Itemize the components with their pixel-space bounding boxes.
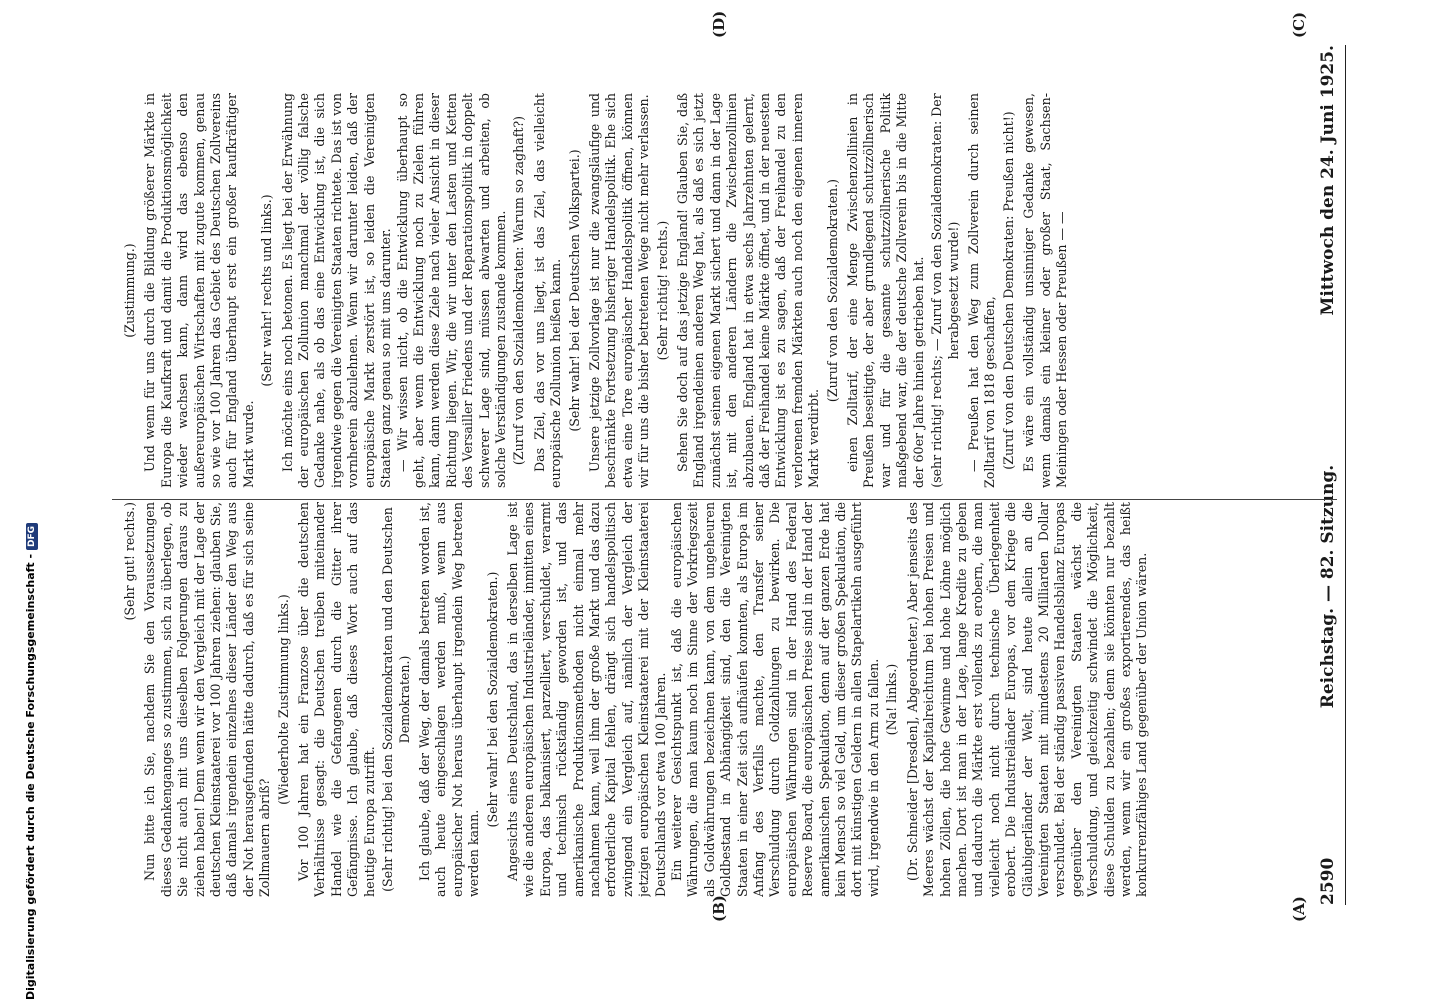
paragraph: Angesichts eines Deutschland, das in derselben Lage ist wie die anderen europäischen Industrieländer, inmitten eines Europa, das balkanisiert, parzelliert, verschuldet, verarmt und technisch rückständig geworden ist, und das amerikanische Produktionsmethoden nicht einmal mehr nachahmen kann, weil ihm der große Markt und das dazu erforderliche Kapital fehlen, drängt sich handelspolitisch zwingend ein Vergleich auf, nämlich der Vergleich der jetzigen europäischen Kleinstaaterei mit der Kleinstaaterei Deutschlands vor etwa 100 Jahren. xyxy=(504,502,668,897)
margin-mark-d: (D) xyxy=(710,10,728,38)
right-text-column xyxy=(120,93,1310,488)
interjection: (Zustimmung.) xyxy=(122,243,137,338)
margin-mark-c: (C) xyxy=(1290,11,1308,38)
header-rule xyxy=(1345,45,1346,905)
header-date: Mittwoch den 24. Juni 1925. xyxy=(1318,45,1338,316)
page-number: 2590 xyxy=(1318,857,1338,905)
interjection: (Wiederholte Zustimmung links.) xyxy=(275,594,291,805)
paragraph: Ein weiterer Gesichtspunkt ist, daß die europäischen Währungen, die man kaum noch im Sinne der Vorkriegszeit als Goldwährungen bezeichnen kann, von dem ungeheuren Goldbestand in Abhängigkeit sind, den die Vereinigten Staaten in einer Zeit sich aufhäufen konnten, als Europa im Anfang des Verfalls machte, den Transfer seiner Verschuldung durch Goldzahlungen zu bewirken. Die europäischen Währungen sind in der Hand des Federal Reserve Board, die europäischen Preise sind in der Hand der amerikanischen Spekulation, denn auf der ganzen Erde hat kein Mensch so viel Geld, um dieser großen Spekulation, die dort mit künstigen Geldern in allen Stapelartikeln ausgeführt wird, irgendwie in den Arm zu fallen. xyxy=(669,502,881,897)
interjection: (Zuruf von den Deutschen Demokraten: Preußen nicht!) xyxy=(1000,111,1016,470)
paragraph: Und wenn für uns durch die Bildung größerer Märkte in Europa die Kaufkraft und damit die Produktionsmöglichkeit wieder wachsen kann, dann wird das ebenso den außereuropäischen Wirtschaften mit zugute kommen, genau so wie vor 100 Jahren das Gebiet des Deutschen Zollvereins auch für England überhaupt erst ein großer kaufkräftiger Markt wurde. xyxy=(142,93,256,488)
paragraph: Nun bitte ich Sie, nachdem Sie den Voraussetzungen dieses Gedankenganges so zustimmen, sich zu überlegen, ob Sie nicht auch mit uns dieselben Folgerungen daraus zu ziehen haben! Denn wenn wir den Vergleich mit der Lage der deutschen Kleinstaaterei vor 100 Jahren ziehen: glauben Sie, daß damals irgendein einzelnes dieser Länder den Weg aus der Not herausgefunden hätte dadurch, daß es für sich seine Zollmauern abriß? xyxy=(142,502,273,897)
paragraph: Vor 100 Jahren hat ein Franzose über die deutschen Verhältnisse gesagt: die Deutschen treiben miteinander Handel wie die Gefangenen durch die Gitter ihrer Gefängnisse. Ich glaube, daß dieses Wort auch auf das heutige Europa zutrifft. xyxy=(296,502,377,897)
paragraph: Unsere jetzige Zollvorlage ist nur die zwangsläufige und beschränkte Fortsetzung bisheriger Handelspolitik. Ehe sich etwa eine Tore europäischer Handelspolitik öffnen, können wir für uns die bisher betretenen Wege nicht mehr verlassen. xyxy=(586,93,652,488)
paragraph: Sehen Sie doch auf das jetzige England! Glauben Sie, daß England irgendeinen anderen Weg hat, als daß es sich jetzt zunächst seinen eigenen Markt sichert und dann in der Lage ist, mit den anderen Ländern die Zwischenzollinien abzubauen. England hat in etwa sechs Jahrzehnten gelernt, daß der Freihandel keine Märkte öffnet, und in der neuesten Entwicklung ist es zu sagen, daß der Freihandel zu den verlorenen fremden Märkten auch noch den eigenen inneren Markt verdirbt. xyxy=(675,93,822,488)
paragraph: — Preußen hat den Weg zum Zollverein durch seinen Zolltarif von 1818 geschaffen, xyxy=(965,93,998,488)
page-header xyxy=(1318,45,1342,905)
paragraph: — Wir wissen nicht, ob die Entwicklung überhaupt so geht, aber wenn die Entwicklung noch zu Zielen führen kann, dann werden diese Ziele nach vieler Ansicht in dieser Richtung liegen. Wir, die wir unter den Lasten und Ketten des Versailler Friedens und der Reparationspolitik in doppelt schwerer Lage sind, müssen abwarten und arbeiten, ob solche Verständigungen zustande kommen. xyxy=(394,93,508,488)
interjection: (Sehr gut! rechts.) xyxy=(122,502,137,621)
column-divider xyxy=(112,499,1337,500)
interjection: (sehr richtig! rechts; — Zuruf von den Sozialdemokraten: Der herabgesetzt wurde!) xyxy=(929,93,961,488)
paragraph: Ich glaube, daß der Weg, der damals betreten worden ist, auch heute eingeschlagen werden muß, wenn aus europäischer Not heraus überhaupt irgendein Weg betreten werden kann. xyxy=(416,502,482,897)
header-title: Reichstag. — 82. Sitzung. xyxy=(1318,464,1338,709)
margin-mark-b: (B) xyxy=(710,895,728,922)
margin-mark-a: (A) xyxy=(1290,896,1308,922)
interjection: (Sehr richtig! rechts.) xyxy=(654,220,670,361)
left-text-column xyxy=(120,502,1310,897)
interjection: (Sehr richtig! bei den Sozialdemokraten und den Deutschen Demokraten.) xyxy=(380,507,412,892)
paragraph: einen Zolltarif, der eine Menge Zwischenzollinien in Preußen beseitigte, der aber grundlegend schutzzöllnerisch war und für die gesamte schutzzöllnerische Politik maßgebend war, die der deutsche Zollverein bis in die Mitte der 60er Jahre hinein getrieben hat. xyxy=(845,93,926,488)
paragraph: (Dr. Schneider [Dresden], Abgeordneter.) Aber jenseits des Meeres wächst der Kapitalreichtum bei hohen Preisen und hohen Zöllen, die hohe Gewinne und hohe Löhne möglich machen. Dort ist man in der Lage, lange Kredite zu geben und dadurch die Märkte erst vollends zu erobern, die man vielleicht noch nicht durch technische Überlegenheit erobert. Die Industrieländer Europas, vor dem Kriege die Gläubigerländer der Welt, sind heute allein an die Vereinigten Staaten mit mindestens 20 Milliarden Dollar verschuldet. Bei der ständig passiven Handelsbilanz Europas gegenüber den Vereinigten Staaten wächst die Verschuldung, und gleichzeitig schwindet die Möglichkeit, diese Schulden zu bezahlen; denn sie könnten nur bezahlt werden, wenn wir ein großes exportierendes, das heißt konkurrenzfähiges Land gegenüber der Union wären. xyxy=(904,502,1150,897)
interjection: (Na! links.) xyxy=(884,663,900,736)
digitization-footer xyxy=(24,523,38,1000)
paragraph: Es wäre ein vollständig unsinniger Gedanke gewesen, wenn damals ein kleiner oder großer Staat, Sachsen-Meiningen oder Hessen oder Preußen — — xyxy=(1021,93,1069,488)
paragraph: Das Ziel, das vor uns liegt, ist das Ziel, das vielleicht europäische Zollunion heißen kann. xyxy=(531,93,564,488)
footer-text: Digitalisierung gefördert durch die Deutsche Forschungsgemeinschaft - xyxy=(24,553,37,1000)
interjection: (Zuruf von den Sozialdemokraten: Warum so zaghaft?) xyxy=(511,115,527,466)
paragraph: Ich möchte eins noch betonen. Es liegt bei der Erwähnung der europäischen Zollunion manchmal der völlig falsche Gedanke nahe, als ob das eine Entwicklung ist, die sich irgendwie gegen die Vereinigten Staaten richtete. Das ist von vornherein abzulehnen. Wenn wir darunter leiden, daß der europäische Markt zerstört ist, so leiden die Vereinigten Staaten ganz genau so mit uns darunter. xyxy=(279,93,394,488)
interjection: (Sehr wahr! bei den Sozialdemokraten.) xyxy=(484,571,500,828)
dfg-logo: DFG xyxy=(26,523,38,550)
interjection: (Zuruf von den Sozialdemokraten.) xyxy=(824,178,840,403)
interjection: (Sehr wahr! rechts und links.) xyxy=(259,194,275,387)
interjection: (Sehr wahr! bei der Deutschen Volkspartei.) xyxy=(566,149,582,432)
